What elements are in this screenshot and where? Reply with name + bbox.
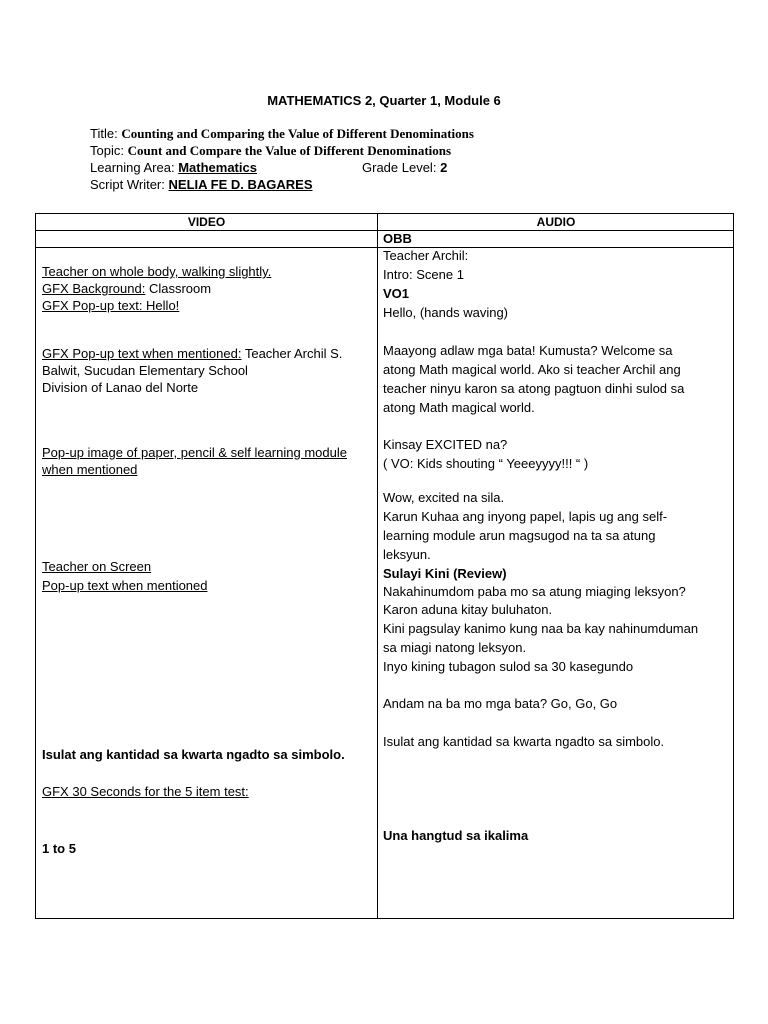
audio-kini-line1: Kini pagsulay kanimo kung naa ba kay nahinumduman (383, 621, 699, 636)
video-gfx-popup-hello: GFX Pop-up text: Hello! (42, 298, 180, 313)
audio-greeting-line1: Maayong adlaw mga bata! Kumusta? Welcome sa (383, 343, 673, 358)
script-table (35, 213, 734, 919)
audio-vo1: VO1 (383, 286, 410, 301)
video-gfx-popup-mention (42, 345, 342, 362)
grade-level-line (362, 160, 447, 175)
audio-una-hangtud: Una hangtud sa ikalima (383, 828, 529, 843)
audio-andam: Andam na ba mo mga bata? Go, Go, Go (383, 696, 618, 711)
title-line (90, 126, 474, 142)
obb-label: OBB (383, 231, 412, 246)
video-popup-text-mention: Pop-up text when mentioned (42, 578, 208, 593)
title-value: Counting and Comparing the Value of Different Denominations (121, 126, 474, 141)
audio-kini-line2: sa miagi natong leksyon. (383, 640, 527, 655)
audio-greeting-line2: atong Math magical world. Ako si teacher Archil ang (383, 362, 681, 377)
audio-karun-line2: learning module arun magsugod na ta sa atung (383, 528, 656, 543)
audio-vo-kids: ( VO: Kids shouting “ Yeeeyyyy!!! “ ) (383, 456, 589, 471)
audio-isulat: Isulat ang kantidad sa kwarta ngadto sa simbolo. (383, 734, 665, 749)
video-isulat-instruction: Isulat ang kantidad sa kwarta ngadto sa simbolo. (42, 747, 345, 762)
video-one-to-five: 1 to 5 (42, 841, 76, 856)
video-teacher-walk: Teacher on whole body, walking slightly. (42, 264, 272, 279)
learning-area-line (90, 160, 257, 175)
video-gfx-background (42, 280, 211, 297)
video-school-line: Balwit, Sucudan Elementary School (42, 363, 248, 378)
script-writer-line (90, 177, 313, 192)
audio-karon-aduna: Karon aduna kitay buluhaton. (383, 602, 553, 617)
audio-greeting-line3: teacher ninyu karon sa atong pagtuon dinhi sulod sa (383, 381, 685, 396)
audio-column-header: AUDIO (536, 215, 576, 229)
document-heading: MATHEMATICS 2, Quarter 1, Module 6 (267, 93, 501, 108)
audio-sulayi-kini: Sulayi Kini (Review) (383, 566, 507, 581)
grade-level-label: Grade Level: (362, 160, 437, 175)
topic-value: Count and Compare the Value of Different Denominations (127, 143, 452, 158)
video-gfx-popup-mention-label: GFX Pop-up text when mentioned: (42, 346, 242, 361)
audio-karun-line1: Karun Kuhaa ang inyong papel, lapis ug ang self- (383, 509, 668, 524)
learning-area-label: Learning Area: (90, 160, 175, 175)
audio-greeting-line4: atong Math magical world. (383, 400, 535, 415)
grade-level-value: 2 (440, 160, 448, 175)
audio-teacher-archil: Teacher Archil: (383, 248, 469, 263)
script-writer-value: NELIA FE D. BAGARES (168, 177, 313, 192)
video-gfx-background-label: GFX Background: (42, 281, 146, 296)
video-gfx-30-seconds: GFX 30 Seconds for the 5 item test: (42, 784, 249, 799)
audio-wow: Wow, excited na sila. (383, 490, 505, 505)
audio-intro-scene: Intro: Scene 1 (383, 267, 464, 282)
audio-karun-line3: leksyun. (383, 547, 431, 562)
audio-hello: Hello, (hands waving) (383, 305, 509, 320)
video-popup-image-line2: when mentioned (42, 462, 138, 477)
video-division-line: Division of Lanao del Norte (42, 380, 199, 395)
video-gfx-popup-mention-value: Teacher Archil S. (244, 346, 343, 361)
video-teacher-on-screen: Teacher on Screen (42, 559, 152, 574)
learning-area-value: Mathematics (178, 160, 257, 175)
script-writer-label: Script Writer: (90, 177, 165, 192)
audio-nakahinumdom: Nakahinumdom paba mo sa atung miaging leksyon? (383, 584, 686, 599)
video-column-header: VIDEO (187, 215, 226, 229)
video-gfx-background-value: Classroom (148, 281, 212, 296)
title-label: Title: (90, 126, 118, 141)
audio-inyo: Inyo kining tubagon sulod sa 30 kasegundo (383, 659, 634, 674)
topic-label: Topic: (90, 143, 124, 158)
audio-kinsay-excited: Kinsay EXCITED na? (383, 437, 508, 452)
topic-line (90, 143, 451, 159)
column-divider (377, 214, 378, 918)
video-popup-image-line1: Pop-up image of paper, pencil & self learning module (42, 445, 347, 460)
